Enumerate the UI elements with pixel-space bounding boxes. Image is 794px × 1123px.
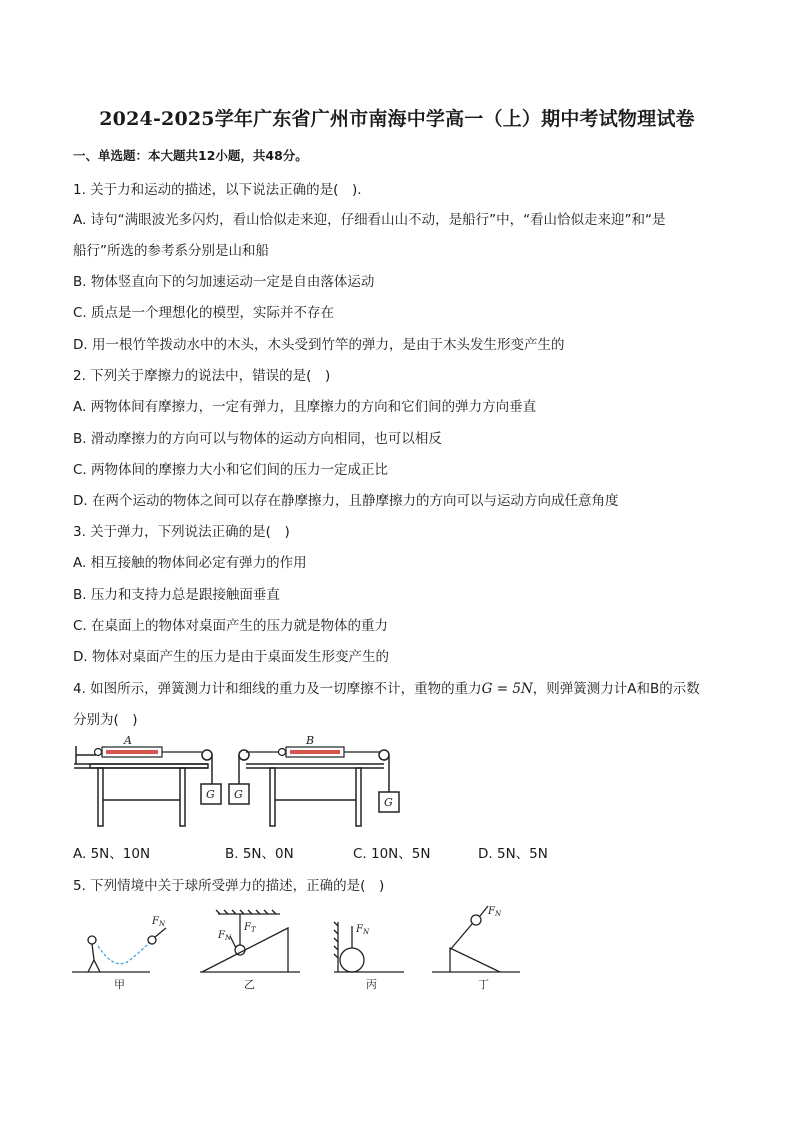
q4-stem-post: ，则弹簧测力计A和B的示数 (532, 681, 700, 697)
q2-option-b: B. 滑动摩擦力的方向可以与物体的运动方向相同，也可以相反 (73, 431, 442, 447)
q3-option-a: A. 相互接触的物体间必定有弹力的作用 (73, 555, 307, 571)
fn-label-ding: $F_N$ (488, 906, 502, 918)
q4-stem (73, 677, 700, 697)
q1-option-a-line2: 船行”所选的参考系分别是山和船 (73, 243, 269, 259)
q1-option-c: C. 质点是一个理想化的模型，实际并不存在 (73, 305, 335, 321)
ft-label-yi: $F_T$ (244, 922, 256, 934)
q4-stem-pre: 4. 如图所示，弹簧测力计和细线的重力及一切摩擦不计，重物的重力 (73, 681, 482, 697)
q4-figure (74, 734, 404, 838)
spring-scale-b (246, 747, 380, 757)
scene-yi (200, 910, 300, 972)
q3-option-c: C. 在桌面上的物体对桌面产生的压力就是物体的重力 (73, 618, 389, 634)
q4-option-d: D. 5N、5N (478, 846, 548, 862)
table-left (74, 746, 221, 826)
q2-stem: 2. 下列关于摩擦力的说法中，错误的是( ) (73, 368, 331, 384)
scene-label-jia: 甲 (114, 978, 125, 991)
q3-option-b: B. 压力和支持力总是跟接触面垂直 (73, 587, 280, 603)
scene-label-yi: 乙 (244, 978, 255, 991)
scene-label-ding: 丁 (478, 978, 489, 991)
q3-stem: 3. 关于弹力，下列说法正确的是( ) (73, 524, 290, 540)
q4-option-b: B. 5N、0N (225, 846, 294, 862)
scene-ding (432, 906, 520, 972)
q2-option-a: A. 两物体间有摩擦力，一定有弹力，且摩擦力的方向和它们间的弹力方向垂直 (73, 399, 537, 415)
page-title: 2024-2025学年广东省广州市南海中学高一（上）期中考试物理试卷 (99, 108, 695, 130)
q2-option-c: C. 两物体间的摩擦力大小和它们间的压力一定成正比 (73, 462, 389, 478)
q1-option-b: B. 物体竖直向下的匀加速运动一定是自由落体运动 (73, 274, 375, 290)
fn-label-yi: $F_N$ (218, 930, 232, 942)
weight-label-right: G (384, 796, 393, 809)
weight-label-mid: G (234, 788, 243, 801)
label-a: A (124, 734, 132, 747)
spring-scale-a (95, 747, 203, 757)
scene-label-bing: 丙 (366, 978, 377, 991)
fn-label-bing: $F_N$ (356, 924, 370, 936)
q5-figure (70, 902, 530, 996)
fn-label-jia: $F_N$ (152, 916, 166, 928)
q4-option-a: A. 5N、10N (73, 846, 151, 862)
scene-jia (72, 928, 166, 972)
label-b: B (306, 734, 315, 747)
table-right (229, 750, 399, 826)
q1-stem: 1. 关于力和运动的描述，以下说法正确的是( ). (73, 182, 362, 198)
q4-stem-math: G = 5N (481, 681, 533, 697)
q1-option-a-line1: A. 诗句“满眼波光多闪灼，看山恰似走来迎，仔细看山山不动，是船行”中，“看山恰似走来迎”和“是 (73, 212, 666, 228)
section-heading: 一、单选题：本大题共12小题，共48分。 (73, 148, 308, 163)
q2-option-d: D. 在两个运动的物体之间可以存在静摩擦力，且静摩擦力的方向可以与运动方向成任意角度 (73, 493, 619, 509)
q1-option-d: D. 用一根竹竿拨动水中的木头，木头受到竹竿的弹力，是由于木头发生形变产生的 (73, 337, 565, 353)
q4-stem-line2: 分别为( ) (73, 712, 138, 728)
weight-label-left: G (206, 788, 215, 801)
q3-option-d: D. 物体对桌面产生的压力是由于桌面发生形变产生的 (73, 649, 389, 665)
q4-option-c: C. 10N、5N (353, 846, 431, 862)
q5-stem: 5. 下列情境中关于球所受弹力的描述，正确的是( ) (73, 878, 385, 894)
